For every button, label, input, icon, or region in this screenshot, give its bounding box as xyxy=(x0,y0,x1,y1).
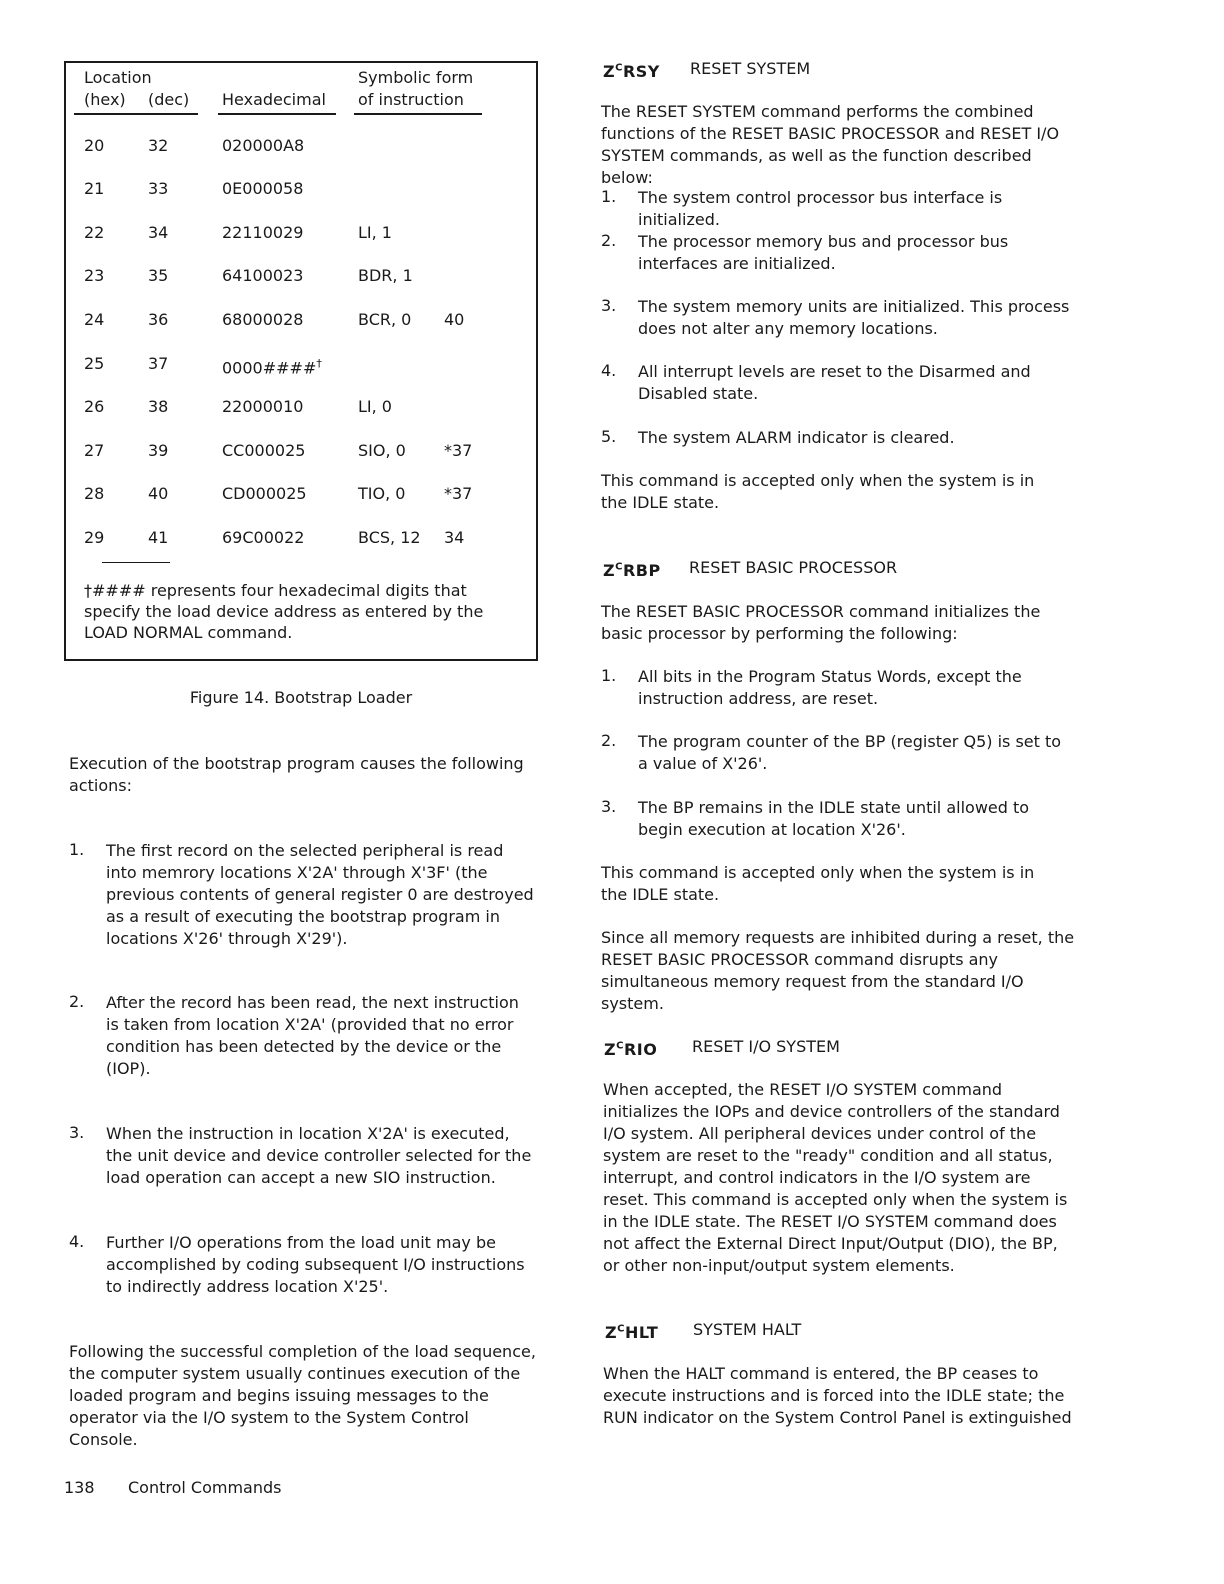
item-number: 3. xyxy=(69,1123,85,1142)
rbp-intro: The RESET BASIC PROCESSOR command initializes the basic processor by performing the following: xyxy=(601,602,1041,643)
item-text: All interrupt levels are reset to the Disarmed and Disabled state. xyxy=(638,362,1031,403)
cell-symbolic: LI, 1 xyxy=(358,223,392,242)
item-number: 3. xyxy=(601,797,617,816)
cell-dec: 34 xyxy=(148,223,169,242)
cell-hex: 25 xyxy=(84,354,105,373)
cell-operand: *37 xyxy=(444,441,473,460)
item-number: 1. xyxy=(601,666,617,685)
cmd-header-hlt xyxy=(605,1319,802,1344)
header-underline-symbolic xyxy=(354,113,482,115)
cell-dec: 41 xyxy=(148,528,169,547)
rsy-intro: The RESET SYSTEM command performs the combined functions of the RESET BASIC PROCESSOR and RESET I/O SYSTEM commands, as well as the function described below: xyxy=(601,102,1060,187)
header-underline-location xyxy=(74,113,198,115)
cmd-code: $Z^CRIO$ xyxy=(604,1040,658,1060)
cmd-title: RESET SYSTEM xyxy=(690,59,811,78)
left-closing: Following the successful completion of the load sequence, the computer system usually continues execution of the loaded program and begins issuing messages to the operator via the I/O system to the System Control Console. xyxy=(69,1342,536,1449)
header-hexadecimal: Hexadecimal xyxy=(222,90,326,109)
dagger-mark: † xyxy=(316,357,322,370)
item-text: Further I/O operations from the load unit may be accomplished by coding subsequent I/O instructions to indirectly address location X'25'. xyxy=(106,1233,525,1296)
section-name: Control Commands xyxy=(128,1478,282,1497)
hlt-text: When the HALT command is entered, the BP ceases to execute instructions and is forced into the IDLE state; the RUN indicator on the System Control Panel is extinguished xyxy=(603,1364,1072,1427)
cell-code: 22110029 xyxy=(222,223,304,242)
item-text: The system control processor bus interface is initialized. xyxy=(638,188,1003,229)
item-text: The first record on the selected peripheral is read into memrory locations X'2A' through X'3F' (the previous contents of general register 0 are destroyed as a result of executing the bootstrap program in locations X'26' through X'29'). xyxy=(106,841,534,948)
header-symbolic: Symbolic form xyxy=(358,68,474,87)
cell-dec: 40 xyxy=(148,484,169,503)
cell-dec: 39 xyxy=(148,441,169,460)
cell-symbolic: BDR, 1 xyxy=(358,266,413,285)
item-text: The system memory units are initialized. This process does not alter any memory locations. xyxy=(638,297,1070,338)
header-location: Location xyxy=(84,68,152,87)
cell-hex: 22 xyxy=(84,223,105,242)
cell-code-with-dagger xyxy=(222,353,322,379)
cmd-title: RESET I/O SYSTEM xyxy=(692,1037,840,1056)
cell-code: 0000#### xyxy=(222,358,317,378)
cell-code: CD000025 xyxy=(222,484,307,503)
cell-hex: 24 xyxy=(84,310,105,329)
item-number: 2. xyxy=(601,231,617,250)
item-number: 2. xyxy=(601,731,617,750)
cell-hex: 26 xyxy=(84,397,105,416)
header-underline-hexadecimal xyxy=(218,113,336,115)
cell-dec: 36 xyxy=(148,310,169,329)
cell-hex: 23 xyxy=(84,266,105,285)
cmd-header-rio xyxy=(604,1036,840,1061)
item-number: 1. xyxy=(601,187,617,206)
cell-dec: 32 xyxy=(148,136,169,155)
item-text: The program counter of the BP (register Q5) is set to a value of X'26'. xyxy=(638,732,1062,773)
cell-symbolic: BCR, 0 xyxy=(358,310,412,329)
header-hex: (hex) xyxy=(84,90,126,109)
cmd-header-rbp xyxy=(603,557,898,582)
page-number: 138 xyxy=(64,1478,95,1497)
figure-caption: Figure 14. Bootstrap Loader xyxy=(189,688,413,707)
cell-hex: 29 xyxy=(84,528,105,547)
cell-code: 020000A8 xyxy=(222,136,305,155)
figure-footnote: †#### represents four hexadecimal digits that specify the load device address as entered by the LOAD NORMAL command. xyxy=(84,581,484,642)
cell-code: 68000028 xyxy=(222,310,304,329)
cell-operand: *37 xyxy=(444,484,473,503)
cell-dec: 37 xyxy=(148,354,169,373)
item-text: When the instruction in location X'2A' is executed, the unit device and device controller selected for the load operation can accept a new SIO instruction. xyxy=(106,1124,532,1187)
item-number: 2. xyxy=(69,992,85,1011)
item-text: All bits in the Program Status Words, except the instruction address, are reset. xyxy=(638,667,1022,708)
item-number: 4. xyxy=(69,1232,85,1251)
cell-hex: 21 xyxy=(84,179,105,198)
cell-operand: 40 xyxy=(444,310,465,329)
cmd-code: $Z^CRBP$ xyxy=(603,561,661,581)
item-text: The processor memory bus and processor bus interfaces are initialized. xyxy=(638,232,1009,273)
cell-symbolic: TIO, 0 xyxy=(358,484,406,503)
rsy-closing: This command is accepted only when the system is in the IDLE state. xyxy=(601,471,1035,512)
cell-dec: 33 xyxy=(148,179,169,198)
item-number: 5. xyxy=(601,427,617,446)
cmd-title: SYSTEM HALT xyxy=(693,1320,802,1339)
cell-symbolic: LI, 0 xyxy=(358,397,392,416)
header-instruction: of instruction xyxy=(358,90,464,109)
item-number: 4. xyxy=(601,361,617,380)
item-number: 1. xyxy=(69,840,85,859)
item-text: The BP remains in the IDLE state until allowed to begin execution at location X'26'. xyxy=(638,798,1030,839)
cell-symbolic: BCS, 12 xyxy=(358,528,421,547)
cell-hex: 27 xyxy=(84,441,105,460)
cell-hex: 28 xyxy=(84,484,105,503)
cell-symbolic: SIO, 0 xyxy=(358,441,406,460)
cell-dec: 38 xyxy=(148,397,169,416)
cell-operand: 34 xyxy=(444,528,465,547)
cell-code: 22000010 xyxy=(222,397,304,416)
item-text: The system ALARM indicator is cleared. xyxy=(638,428,955,447)
left-intro: Execution of the bootstrap program causes the following actions: xyxy=(69,754,524,795)
cell-code: CC000025 xyxy=(222,441,306,460)
item-text: After the record has been read, the next instruction is taken from location X'2A' (provided that no error condition has been detected by the device or the (IOP). xyxy=(106,993,519,1078)
cmd-code: $Z^CRSY$ xyxy=(603,62,660,82)
rio-text: When accepted, the RESET I/O SYSTEM command initializes the IOPs and device controllers of the standard I/O system. All peripheral devices under control of the system are reset to the "ready" condition and all status, interrupt, and control indicators in the I/O system are reset. This command is accepted only when the system is in the IDLE state. The RESET I/O SYSTEM command does not affect the External Direct Input/Output (DIO), the BP, or other non-input/output system elements. xyxy=(603,1080,1068,1275)
cell-code: 69C00022 xyxy=(222,528,305,547)
cell-dec: 35 xyxy=(148,266,169,285)
cmd-code: $Z^CHLT$ xyxy=(605,1323,659,1343)
rbp-closing-2: Since all memory requests are inhibited during a reset, the RESET BASIC PROCESSOR command disrupts any simultaneous memory request from the standard I/O system. xyxy=(601,928,1075,1013)
footnote-rule xyxy=(102,562,170,563)
cell-hex: 20 xyxy=(84,136,105,155)
header-dec: (dec) xyxy=(148,90,190,109)
cmd-title: RESET BASIC PROCESSOR xyxy=(689,558,898,577)
item-number: 3. xyxy=(601,296,617,315)
cell-code: 0E000058 xyxy=(222,179,304,198)
bootstrap-loader-figure xyxy=(64,61,538,661)
cmd-header-rsy xyxy=(603,58,811,83)
cell-code: 64100023 xyxy=(222,266,304,285)
rbp-closing-1: This command is accepted only when the system is in the IDLE state. xyxy=(601,863,1035,904)
